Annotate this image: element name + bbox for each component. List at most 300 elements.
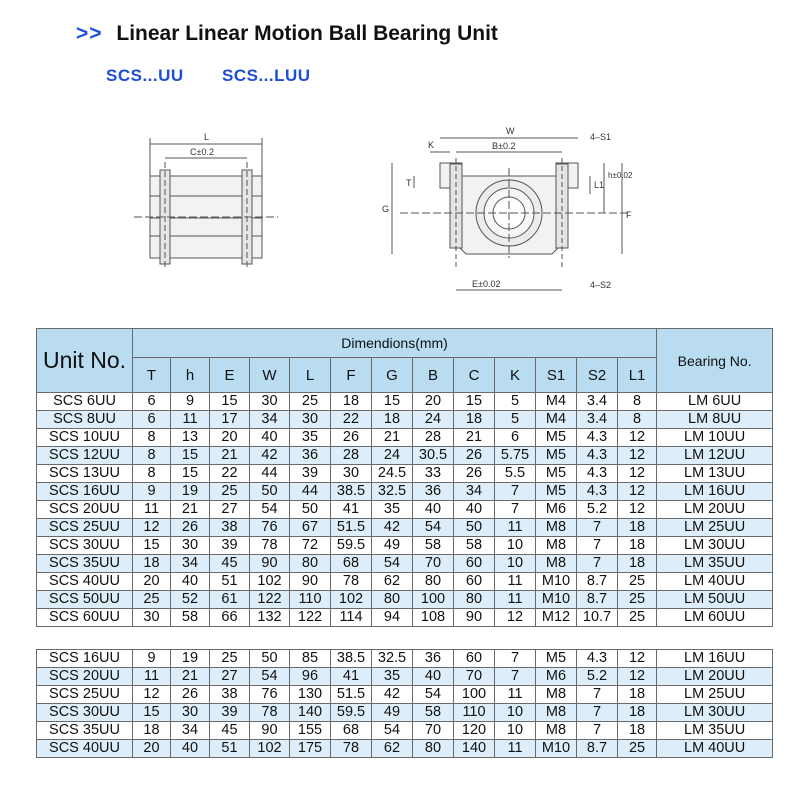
dimension-cell: 96	[290, 668, 331, 686]
bearing-no-cell: LM 10UU	[657, 429, 773, 447]
dimension-cell: 100	[413, 591, 454, 609]
dimension-cell: 3.4	[577, 393, 618, 411]
dimension-cell: 67	[290, 519, 331, 537]
dim-label-s2: 4–S2	[590, 280, 612, 290]
unit-no-cell: SCS 16UU	[37, 483, 133, 501]
subtitle-luu: SCS...LUU	[222, 66, 311, 85]
unit-no-cell: SCS 25UU	[37, 519, 133, 537]
dimension-cell: M8	[536, 537, 577, 555]
dimension-cell: 17	[210, 411, 250, 429]
dimension-cell: 80	[413, 740, 454, 758]
table-body	[37, 393, 773, 758]
table-row	[37, 650, 773, 668]
dimension-cell: 34	[171, 722, 210, 740]
dimension-cell: 33	[413, 465, 454, 483]
dim-label-w: W	[506, 126, 515, 136]
dimension-cell: 24	[413, 411, 454, 429]
dimension-cell: 13	[171, 429, 210, 447]
table-row	[37, 393, 773, 411]
dimension-cell: M8	[536, 722, 577, 740]
dimension-cell: 21	[454, 429, 495, 447]
dimension-cell: 32.5	[372, 483, 413, 501]
dimension-cell: 68	[331, 555, 372, 573]
dimension-cell: M8	[536, 555, 577, 573]
table-row	[37, 501, 773, 519]
dimension-cell: 62	[372, 573, 413, 591]
dimension-cell: 38	[210, 519, 250, 537]
unit-no-cell: SCS 16UU	[37, 650, 133, 668]
dimension-cell: 21	[171, 668, 210, 686]
dim-label-l: L	[204, 132, 210, 142]
dimension-cell: 175	[290, 740, 331, 758]
dimension-cell: 3.4	[577, 411, 618, 429]
dimension-cell: 54	[250, 501, 290, 519]
unit-no-cell: SCS 50UU	[37, 591, 133, 609]
group-spacer-row	[37, 627, 773, 650]
dimension-cell: 32.5	[372, 650, 413, 668]
dimension-cell: 7	[577, 537, 618, 555]
dimension-cell: 26	[331, 429, 372, 447]
dimension-cell: 18	[618, 537, 657, 555]
dimension-cell: 110	[454, 704, 495, 722]
dimension-cell: 36	[413, 650, 454, 668]
column-header: E	[210, 358, 250, 393]
dimension-cell: 15	[133, 704, 171, 722]
dimension-cell: 6	[495, 429, 536, 447]
dimension-cell: 21	[372, 429, 413, 447]
dimension-cell: 78	[331, 573, 372, 591]
dimension-cell: 12	[618, 501, 657, 519]
dimension-cell: 4.3	[577, 465, 618, 483]
bearing-no-cell: LM 25UU	[657, 686, 773, 704]
dimension-cell: 59.5	[331, 537, 372, 555]
dimension-cell: 114	[331, 609, 372, 627]
bearing-no-cell: LM 35UU	[657, 555, 773, 573]
dimension-cell: 54	[413, 519, 454, 537]
dimension-cell: 20	[133, 740, 171, 758]
dimension-cell: 59.5	[331, 704, 372, 722]
column-header: B	[413, 358, 454, 393]
dimension-cell: 25	[618, 573, 657, 591]
unit-no-cell: SCS 13UU	[37, 465, 133, 483]
dimension-cell: 40	[250, 429, 290, 447]
dimension-cell: 30	[171, 704, 210, 722]
dimension-cell: 30	[250, 393, 290, 411]
dimension-cell: 42	[250, 447, 290, 465]
table-row	[37, 555, 773, 573]
dimension-cell: 30	[290, 411, 331, 429]
dimension-cell: 10	[495, 555, 536, 573]
dimension-cell: 12	[618, 650, 657, 668]
dimension-cell: 11	[171, 411, 210, 429]
dimension-cell: 11	[495, 740, 536, 758]
dim-label-s1: 4–S1	[590, 132, 612, 142]
dimension-cell: 60	[454, 555, 495, 573]
dimension-cell: 120	[454, 722, 495, 740]
dimension-cell: 41	[331, 668, 372, 686]
bearing-no-cell: LM 40UU	[657, 740, 773, 758]
dimension-cell: 30	[331, 465, 372, 483]
dimension-cell: 21	[171, 501, 210, 519]
dimension-cell: 38.5	[331, 483, 372, 501]
dimension-cell: 35	[372, 668, 413, 686]
dimension-cell: 51	[210, 740, 250, 758]
dimension-cell: 20	[210, 429, 250, 447]
column-header: S1	[536, 358, 577, 393]
dimension-cell: 51.5	[331, 686, 372, 704]
dimension-cell: 35	[372, 501, 413, 519]
dimension-cell: 58	[171, 609, 210, 627]
dimension-cell: 30.5	[413, 447, 454, 465]
dimension-cell: 70	[413, 555, 454, 573]
dimension-cell: 25	[210, 483, 250, 501]
dimension-cell: 7	[577, 519, 618, 537]
dimension-cell: 54	[372, 555, 413, 573]
dimension-cell: 26	[454, 465, 495, 483]
dim-label-k: K	[428, 140, 435, 150]
dimension-cell: 15	[171, 447, 210, 465]
dimension-cell: 44	[250, 465, 290, 483]
dimension-cell: 40	[171, 573, 210, 591]
dimension-cell: 10.7	[577, 609, 618, 627]
dimension-cell: 12	[618, 447, 657, 465]
unit-no-cell: SCS 40UU	[37, 573, 133, 591]
dimension-cell: 36	[413, 483, 454, 501]
dimension-cell: 18	[331, 393, 372, 411]
dimension-cell: 5.2	[577, 668, 618, 686]
dimension-cell: 24	[372, 447, 413, 465]
dimension-cell: 15	[133, 537, 171, 555]
table-row	[37, 591, 773, 609]
dimension-cell: 40	[454, 501, 495, 519]
dimension-cell: 76	[250, 519, 290, 537]
dimension-cell: 8	[618, 393, 657, 411]
dimension-cell: 12	[618, 483, 657, 501]
table-row	[37, 573, 773, 591]
dimension-cell: 130	[290, 686, 331, 704]
bearing-no-cell: LM 20UU	[657, 668, 773, 686]
dimension-cell: M6	[536, 668, 577, 686]
dimension-cell: 12	[618, 668, 657, 686]
dimension-cell: 132	[250, 609, 290, 627]
dimension-cell: 11	[495, 519, 536, 537]
bearing-no-cell: LM 16UU	[657, 650, 773, 668]
dimension-cell: M12	[536, 609, 577, 627]
unit-no-cell: SCS 35UU	[37, 722, 133, 740]
dimension-cell: 27	[210, 501, 250, 519]
dimension-cell: 44	[290, 483, 331, 501]
dimension-cell: 66	[210, 609, 250, 627]
dimension-cell: 5.75	[495, 447, 536, 465]
dimension-cell: 8	[133, 447, 171, 465]
column-header: S2	[577, 358, 618, 393]
bearing-no-cell: LM 8UU	[657, 411, 773, 429]
column-header: L1	[618, 358, 657, 393]
dimension-cell: 15	[454, 393, 495, 411]
dimension-cell: 108	[413, 609, 454, 627]
unit-no-cell: SCS 30UU	[37, 704, 133, 722]
column-header: h	[171, 358, 210, 393]
unit-no-cell: SCS 40UU	[37, 740, 133, 758]
dim-label-f: F	[626, 210, 632, 220]
table-row	[37, 740, 773, 758]
dimension-cell: 10	[495, 704, 536, 722]
dimension-cell: 22	[210, 465, 250, 483]
dimension-cell: 110	[290, 591, 331, 609]
dimension-cell: 28	[413, 429, 454, 447]
dimension-cell: 4.3	[577, 650, 618, 668]
bearing-no-cell: LM 30UU	[657, 537, 773, 555]
dimension-cell: 8	[133, 429, 171, 447]
unit-no-cell: SCS 12UU	[37, 447, 133, 465]
dimension-cell: 41	[331, 501, 372, 519]
dimension-cell: 34	[454, 483, 495, 501]
dimension-cell: 9	[133, 483, 171, 501]
dimension-cell: 49	[372, 704, 413, 722]
dimension-cell: 15	[171, 465, 210, 483]
table-row	[37, 483, 773, 501]
side-view-drawing	[134, 138, 278, 268]
dimension-cell: 5.2	[577, 501, 618, 519]
dimension-cell: 51.5	[331, 519, 372, 537]
table-row	[37, 722, 773, 740]
dimension-cell: 58	[413, 704, 454, 722]
table-row	[37, 686, 773, 704]
dimension-cell: 122	[290, 609, 331, 627]
unit-no-header: Unit No.	[37, 329, 133, 393]
dimension-cell: 94	[372, 609, 413, 627]
dimension-cell: 40	[413, 668, 454, 686]
column-header: T	[133, 358, 171, 393]
dimension-cell: M10	[536, 573, 577, 591]
dimension-cell: 6	[133, 393, 171, 411]
dimension-cell: 90	[250, 555, 290, 573]
bearing-no-cell: LM 50UU	[657, 591, 773, 609]
dimension-cell: 11	[495, 573, 536, 591]
unit-no-cell: SCS 8UU	[37, 411, 133, 429]
dimension-cell: 26	[454, 447, 495, 465]
page-title: Linear Linear Motion Ball Bearing Unit	[116, 22, 498, 45]
bearing-no-cell: LM 6UU	[657, 393, 773, 411]
page-header	[76, 22, 498, 46]
unit-no-cell: SCS 6UU	[37, 393, 133, 411]
header-arrows: >>	[76, 22, 103, 45]
dimension-cell: 52	[171, 591, 210, 609]
unit-no-cell: SCS 35UU	[37, 555, 133, 573]
dimension-cell: 54	[250, 668, 290, 686]
table-row	[37, 519, 773, 537]
bearing-no-cell: LM 40UU	[657, 573, 773, 591]
dimension-cell: 10	[495, 722, 536, 740]
dimension-cell: 25	[210, 650, 250, 668]
unit-no-cell: SCS 20UU	[37, 668, 133, 686]
dimension-cell: 7	[577, 722, 618, 740]
dimension-cell: 42	[372, 686, 413, 704]
dimension-cell: 51	[210, 573, 250, 591]
dimension-cell: M8	[536, 686, 577, 704]
dimension-cell: 80	[413, 573, 454, 591]
group-spacer	[37, 627, 773, 650]
dimension-cell: 11	[133, 668, 171, 686]
dimension-cell: M6	[536, 501, 577, 519]
dimension-cell: 15	[210, 393, 250, 411]
table-row	[37, 609, 773, 627]
dimension-cell: 54	[372, 722, 413, 740]
dimension-cell: 60	[454, 650, 495, 668]
dimension-cell: 4.3	[577, 483, 618, 501]
dimension-cell: 35	[290, 429, 331, 447]
table-row	[37, 429, 773, 447]
dimension-cell: M10	[536, 591, 577, 609]
dimensions-header: Dimendions(mm)	[133, 329, 657, 358]
dimension-cell: 5.5	[495, 465, 536, 483]
column-header: W	[250, 358, 290, 393]
dimension-cell: 85	[290, 650, 331, 668]
bearing-no-cell: LM 25UU	[657, 519, 773, 537]
dimension-cell: M5	[536, 483, 577, 501]
dimension-cell: 58	[454, 537, 495, 555]
dimension-cell: 30	[171, 537, 210, 555]
dimension-cell: 122	[250, 591, 290, 609]
dimension-cell: 18	[133, 555, 171, 573]
column-header: L	[290, 358, 331, 393]
dimension-cell: 34	[250, 411, 290, 429]
dim-label-e: E±0.02	[472, 279, 501, 289]
dimension-cell: 70	[454, 668, 495, 686]
dimension-cell: 45	[210, 722, 250, 740]
dimension-cell: 6	[133, 411, 171, 429]
dimension-cell: 50	[290, 501, 331, 519]
dimension-cell: 28	[331, 447, 372, 465]
dimension-cell: 26	[171, 519, 210, 537]
dimension-cell: 45	[210, 555, 250, 573]
table-row	[37, 668, 773, 686]
dimension-cell: 102	[250, 740, 290, 758]
bearing-no-header: Bearing No.	[657, 329, 773, 393]
dimension-cell: 68	[331, 722, 372, 740]
dimension-cell: M4	[536, 411, 577, 429]
table-row	[37, 465, 773, 483]
dimension-cell: 18	[618, 704, 657, 722]
bearing-no-cell: LM 13UU	[657, 465, 773, 483]
dimension-cell: 42	[372, 519, 413, 537]
dimension-cell: 12	[133, 519, 171, 537]
dimension-cell: 20	[133, 573, 171, 591]
dimension-cell: 50	[250, 650, 290, 668]
table-row	[37, 411, 773, 429]
dimension-cell: 11	[495, 686, 536, 704]
dimension-cell: 102	[250, 573, 290, 591]
dimension-cell: 18	[454, 411, 495, 429]
dim-label-b: B±0.2	[492, 141, 516, 151]
bearing-no-cell: LM 20UU	[657, 501, 773, 519]
dimension-cell: 140	[454, 740, 495, 758]
dimension-cell: 27	[210, 668, 250, 686]
dimension-cell: 7	[495, 501, 536, 519]
dimension-cell: 7	[577, 704, 618, 722]
column-header: F	[331, 358, 372, 393]
dimension-cell: 7	[577, 686, 618, 704]
dimension-cell: 7	[577, 555, 618, 573]
dimension-cell: 20	[413, 393, 454, 411]
dimension-cell: 4.3	[577, 429, 618, 447]
dimension-cell: 8.7	[577, 740, 618, 758]
dimension-cell: M10	[536, 740, 577, 758]
dimension-cell: 9	[171, 393, 210, 411]
dim-label-g: G	[382, 204, 390, 214]
dimension-cell: 90	[290, 573, 331, 591]
column-header: C	[454, 358, 495, 393]
unit-no-cell: SCS 10UU	[37, 429, 133, 447]
dimension-cell: M5	[536, 650, 577, 668]
dimension-cell: 90	[454, 609, 495, 627]
dimension-cell: 60	[454, 573, 495, 591]
dimension-cell: 21	[210, 447, 250, 465]
column-header: G	[372, 358, 413, 393]
bearing-no-cell: LM 35UU	[657, 722, 773, 740]
dimension-cell: 140	[290, 704, 331, 722]
dimension-cell: M8	[536, 519, 577, 537]
dimension-cell: 25	[618, 591, 657, 609]
dimension-cell: 7	[495, 650, 536, 668]
bearing-no-cell: LM 60UU	[657, 609, 773, 627]
dimension-cell: 90	[250, 722, 290, 740]
dimension-cell: 11	[495, 591, 536, 609]
dimension-cell: 78	[331, 740, 372, 758]
specs-table	[36, 328, 773, 758]
dimension-cell: 54	[413, 686, 454, 704]
dimension-cell: 24.5	[372, 465, 413, 483]
table-row	[37, 537, 773, 555]
dimension-cell: 80	[372, 591, 413, 609]
front-view-drawing	[392, 138, 630, 290]
dimension-cell: 50	[454, 519, 495, 537]
bearing-no-cell: LM 16UU	[657, 483, 773, 501]
column-header: K	[495, 358, 536, 393]
subtitle-uu: SCS...UU	[106, 66, 184, 85]
dimension-cell: 18	[618, 519, 657, 537]
unit-no-cell: SCS 25UU	[37, 686, 133, 704]
dimension-cell: 76	[250, 686, 290, 704]
dimension-cell: 8.7	[577, 573, 618, 591]
dimension-cell: 12	[618, 465, 657, 483]
dimension-cell: 7	[495, 668, 536, 686]
dimension-cell: 70	[413, 722, 454, 740]
dimension-cell: 12	[618, 429, 657, 447]
dimension-cell: 62	[372, 740, 413, 758]
dimension-cell: 5	[495, 393, 536, 411]
dimension-cell: 12	[133, 686, 171, 704]
bearing-no-cell: LM 30UU	[657, 704, 773, 722]
dimension-cell: 61	[210, 591, 250, 609]
dim-label-c: C±0.2	[190, 147, 214, 157]
dimension-cell: 100	[454, 686, 495, 704]
dimension-cell: 8	[133, 465, 171, 483]
dimension-cell: 40	[413, 501, 454, 519]
dim-label-l1: L1	[594, 180, 605, 190]
dimension-cell: 30	[133, 609, 171, 627]
dimension-cell: 102	[331, 591, 372, 609]
dimension-cell: 18	[372, 411, 413, 429]
dimension-cell: 38.5	[331, 650, 372, 668]
dimension-cell: 19	[171, 483, 210, 501]
dimension-cell: 25	[618, 740, 657, 758]
dimension-cell: 80	[290, 555, 331, 573]
dimension-cell: 78	[250, 704, 290, 722]
dimension-cell: 39	[210, 537, 250, 555]
technical-drawing	[110, 118, 670, 308]
dimension-cell: 18	[618, 722, 657, 740]
